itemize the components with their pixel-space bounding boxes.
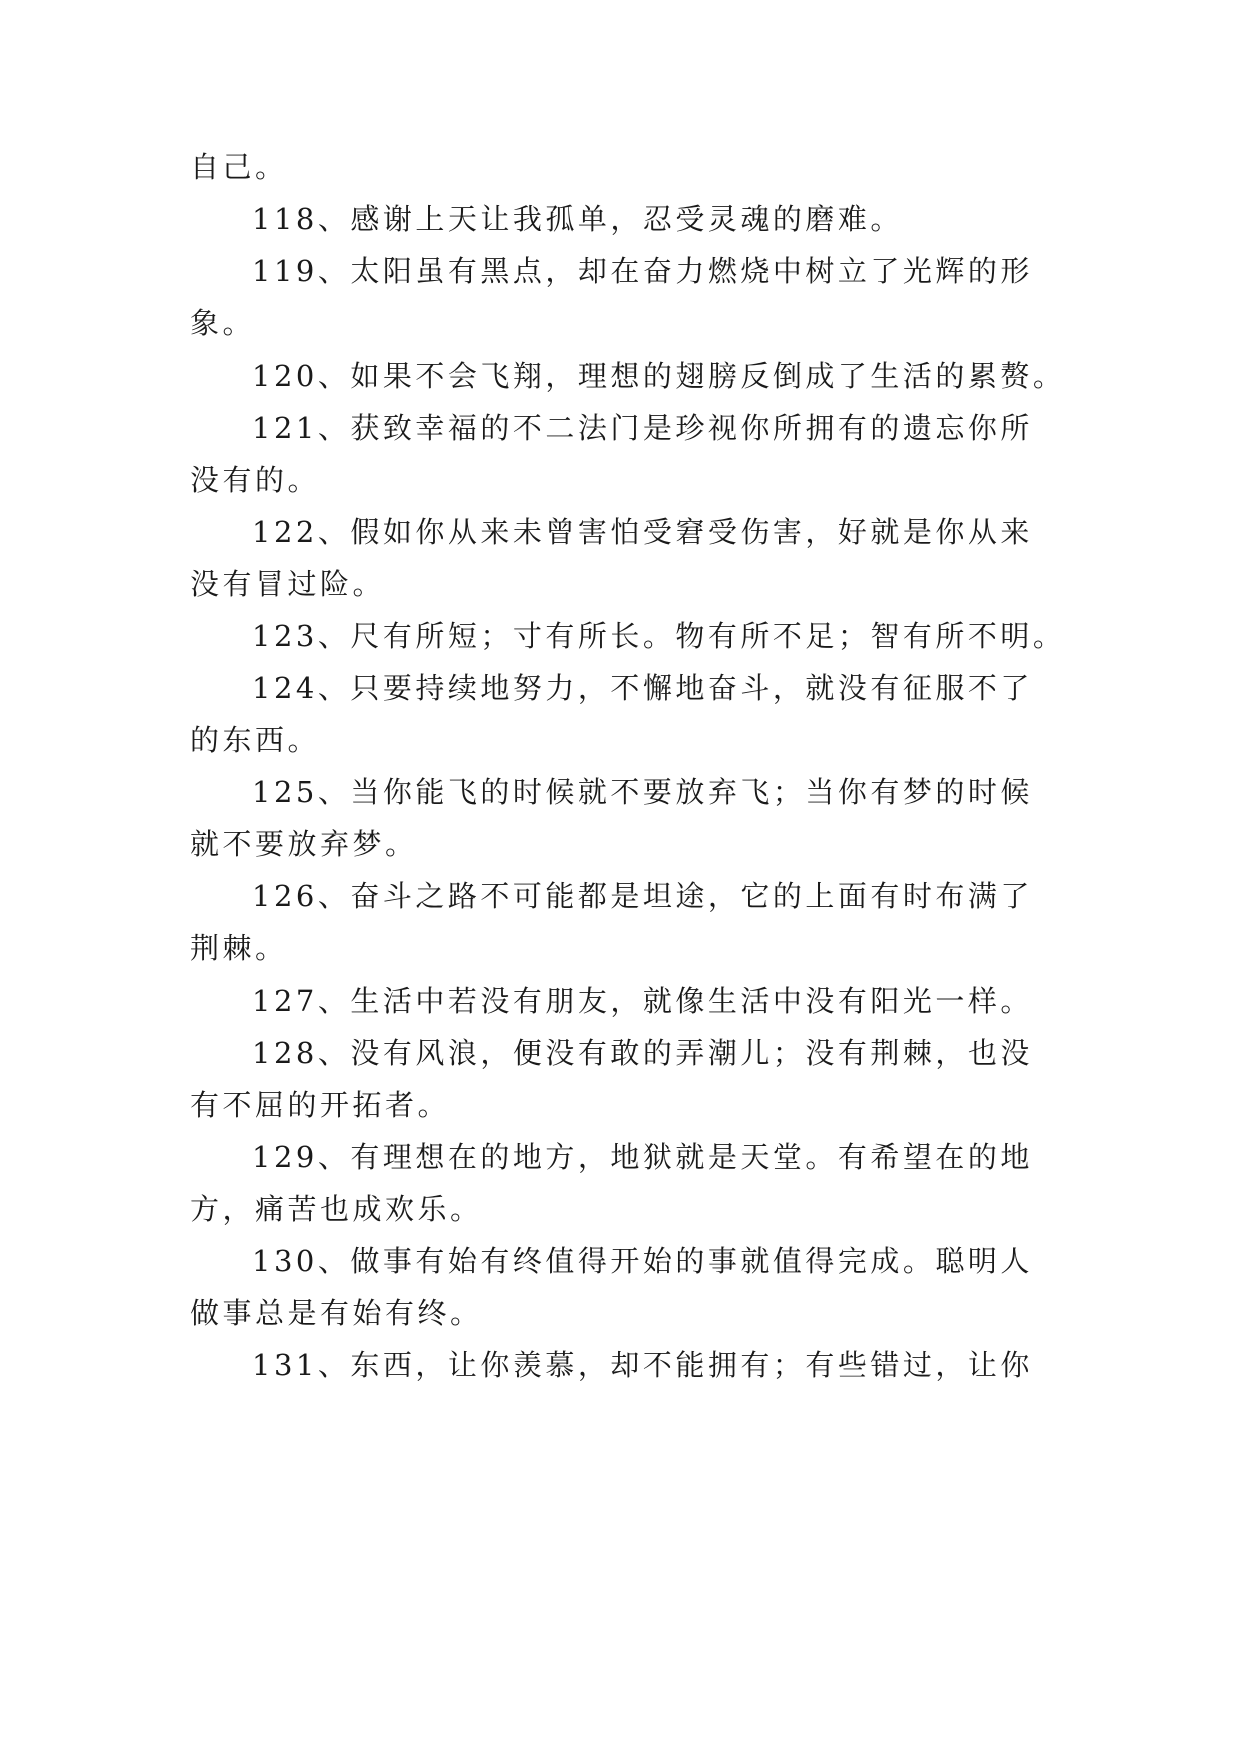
text-line: 130、做事有始有终值得开始的事就值得完成。聪明人 bbox=[252, 1244, 1033, 1278]
text-line: 119、太阳虽有黑点，却在奋力燃烧中树立了光辉的形 bbox=[252, 254, 1033, 288]
text-line: 没有冒过险。 bbox=[190, 567, 386, 601]
text-line: 126、奋斗之路不可能都是坦途，它的上面有时布满了 bbox=[252, 879, 1033, 913]
text-line: 125、当你能飞的时候就不要放弃飞；当你有梦的时候 bbox=[252, 775, 1033, 809]
text-line: 没有的。 bbox=[190, 463, 321, 497]
text-line: 131、东西，让你羡慕，却不能拥有；有些错过，让你 bbox=[252, 1348, 1033, 1382]
text-line: 118、感谢上天让我孤单，忍受灵魂的磨难。 bbox=[252, 202, 903, 236]
text-line: 123、尺有所短；寸有所长。物有所不足；智有所不明。 bbox=[252, 619, 1066, 653]
text-line: 象。 bbox=[190, 306, 256, 340]
text-line: 122、假如你从来未曾害怕受窘受伤害，好就是你从来 bbox=[252, 515, 1033, 549]
text-line: 121、获致幸福的不二法门是珍视你所拥有的遗忘你所 bbox=[252, 411, 1033, 445]
text-line: 方，痛苦也成欢乐。 bbox=[190, 1192, 483, 1226]
text-line: 129、有理想在的地方，地狱就是天堂。有希望在的地 bbox=[252, 1140, 1033, 1174]
text-line: 124、只要持续地努力，不懈地奋斗，就没有征服不了 bbox=[252, 671, 1033, 705]
text-line: 自己。 bbox=[190, 150, 288, 184]
text-line: 128、没有风浪，便没有敢的弄潮儿；没有荆棘，也没 bbox=[252, 1036, 1033, 1070]
text-line: 做事总是有始有终。 bbox=[190, 1296, 483, 1330]
text-line: 荆棘。 bbox=[190, 931, 288, 965]
text-line: 127、生活中若没有朋友，就像生活中没有阳光一样。 bbox=[252, 984, 1033, 1018]
text-line: 有不屈的开拓者。 bbox=[190, 1088, 451, 1122]
text-line: 的东西。 bbox=[190, 723, 321, 757]
text-line: 就不要放弃梦。 bbox=[190, 827, 418, 861]
text-line: 120、如果不会飞翔，理想的翅膀反倒成了生活的累赘。 bbox=[252, 359, 1066, 393]
